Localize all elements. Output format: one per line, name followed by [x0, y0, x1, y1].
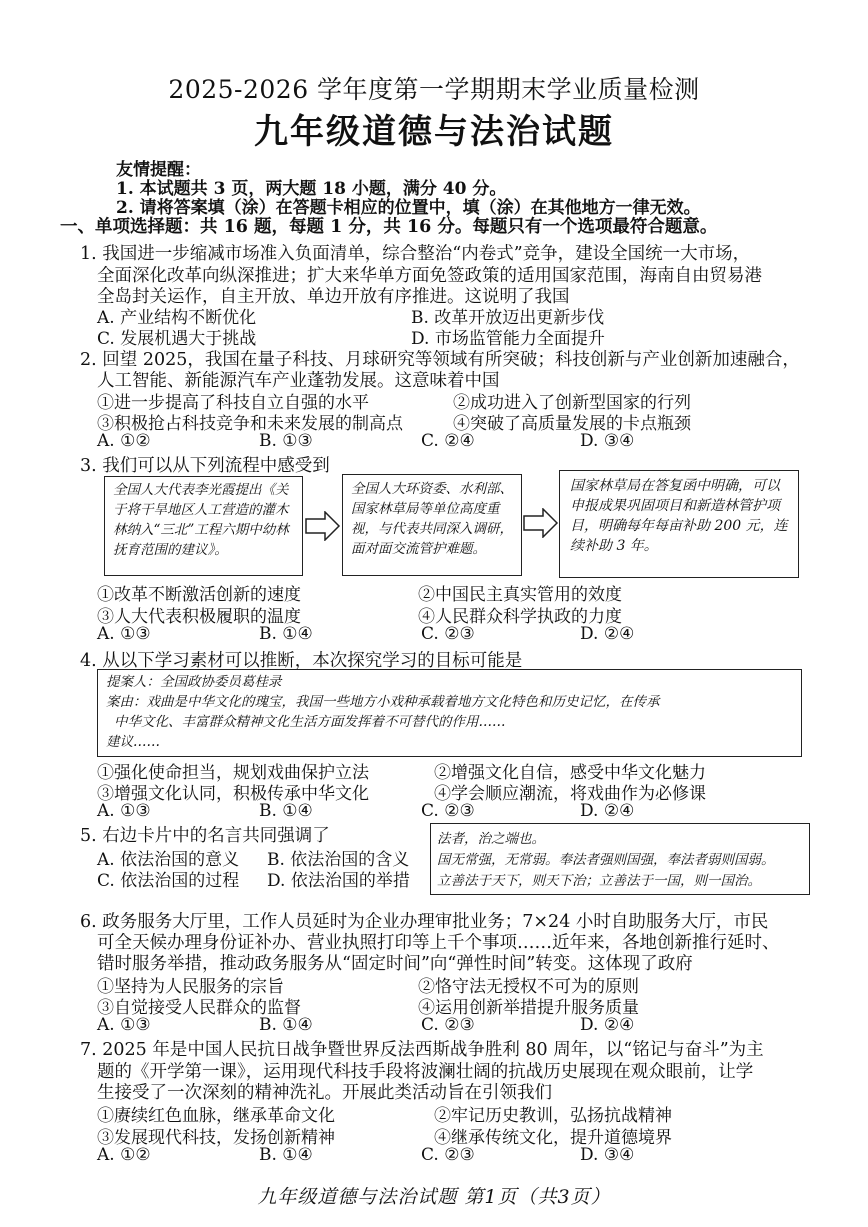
- q4-statement-2: ②增强文化自信，感受中华文化魅力: [434, 763, 706, 783]
- q3-option-a: A. ①③: [97, 624, 151, 644]
- q6-statement-3: ③自觉接受人民群众的监督: [97, 998, 301, 1018]
- q7-statement-1: ①赓续红色血脉，继承革命文化: [97, 1106, 335, 1126]
- q4-option-c: C. ②③: [421, 801, 475, 821]
- q3-statement-1: ①改革不断激活创新的速度: [97, 585, 301, 605]
- q4-stem-line-1: 4. 从以下学习素材可以推断，本次探究学习的目标可能是: [80, 651, 523, 671]
- q6-stem-line-2: 可全天候办理身份证补办、营业执照打印等上千个事项……近年来，各地创新推行延时、: [97, 933, 780, 953]
- q6-option-d: D. ②④: [580, 1015, 635, 1035]
- q2-stem-line-2: 人工智能、新能源汽车产业蓬勃发展。这意味着中国: [97, 371, 500, 391]
- q3-flow-box-1: [104, 476, 303, 576]
- q6-option-c: C. ②③: [421, 1015, 475, 1035]
- q3-option-c: C. ②③: [421, 624, 475, 644]
- q6-option-a: A. ①③: [97, 1015, 151, 1035]
- q5-stem-line-1: 5. 右边卡片中的名言共同强调了: [80, 826, 330, 846]
- q2-option-a: A. ①②: [97, 431, 151, 451]
- q5-quote-2: 国无常强，无常弱。奉法者强则国强，奉法者弱则国弱。: [437, 852, 775, 868]
- q2-stem-line-1: 2. 回望 2025，我国在量子科技、月球研究等领域有所突破；科技创新与产业创新加速融合，: [80, 350, 800, 370]
- section-heading: 一、单项选择题：共 16 题，每题 1 分，共 16 分。每题只有一个选项最符合题意。: [60, 217, 718, 237]
- q3-option-b: B. ①④: [259, 624, 313, 644]
- q3-flow-box-1-text: 全国人大代表李光霞提出《关于将干旱地区人工营造的灌木林纳入“三北”工程六期中幼林抚育范围的建议》。: [113, 482, 289, 558]
- q3-flow-box-2: [342, 474, 522, 576]
- q4-option-b: B. ①④: [259, 801, 313, 821]
- q7-stem-line-1: 7. 2025 年是中国人民抗日战争暨世界反法西斯战争胜利 80 周年，以“铭记与奋斗”为主: [80, 1040, 764, 1060]
- q7-statement-2: ②牢记历史教训，弘扬抗战精神: [434, 1106, 672, 1126]
- q5-option-a: A. 依法治国的意义: [97, 850, 240, 870]
- q1-option-b: B. 改革开放迈出更新步伐: [411, 308, 605, 328]
- tips-item-2: 2. 请将答案填（涂）在答题卡相应的位置中，填（涂）在其他地方一律无效。: [116, 198, 701, 218]
- tips-title: 友情提醒：: [116, 160, 201, 180]
- q1-stem-line-1: 1. 我国进一步缩减市场准入负面清单，综合整治“内卷式”竞争，建设全国统一大市场，: [80, 244, 751, 264]
- q3-statement-2: ②中国民主真实管用的效度: [418, 585, 622, 605]
- q2-statement-1: ①进一步提高了科技自立自强的水平: [97, 393, 369, 413]
- exam-header-term: 2025-2026 学年度第一学期期末学业质量检测: [168, 75, 700, 104]
- tips-item-1: 1. 本试题共 3 页，两大题 18 小题，满分 40 分。: [116, 179, 507, 199]
- q5-option-d: D. 依法治国的举措: [267, 871, 410, 891]
- q3-stem-line-1: 3. 我们可以从下列流程中感受到: [80, 456, 330, 476]
- q1-option-d: D. 市场监管能力全面提升: [411, 329, 605, 349]
- q7-option-d: D. ③④: [580, 1145, 635, 1165]
- q4-material-line-3: 中华文化、丰富群众精神文化生活方面发挥着不可替代的作用……: [114, 714, 506, 730]
- q5-quote-1: 法者，治之端也。: [437, 831, 545, 847]
- q4-statement-1: ①强化使命担当，规划戏曲保护立法: [97, 763, 369, 783]
- q6-option-b: B. ①④: [259, 1015, 313, 1035]
- q3-flow-box-3: [559, 470, 799, 578]
- q1-option-a: A. 产业结构不断优化: [97, 308, 257, 328]
- q6-stem-line-1: 6. 政务服务大厅里，工作人员延时为企业办理审批业务；7×24 小时自助服务大厅，市民: [80, 912, 769, 932]
- q4-option-d: D. ②④: [580, 801, 635, 821]
- q4-material-line-1: 提案人：全国政协委员葛桂录: [106, 674, 282, 690]
- q3-flow-arrow-2: [523, 508, 559, 538]
- q7-option-c: C. ②③: [421, 1145, 475, 1165]
- q4-statement-3: ③增强文化认同，积极传承中华文化: [97, 784, 369, 804]
- q4-option-a: A. ①③: [97, 801, 151, 821]
- q3-statement-4: ④人民群众科学执政的力度: [418, 607, 622, 627]
- q5-option-c: C. 依法治国的过程: [97, 871, 240, 891]
- q1-option-c: C. 发展机遇大于挑战: [97, 329, 257, 349]
- q7-stem-line-2: 题的《开学第一课》，运用现代科技手段将波澜壮阔的抗战历史展现在观众眼前，让学: [97, 1062, 754, 1082]
- q6-statement-4: ④运用创新举措提升服务质量: [418, 998, 639, 1018]
- q1-stem-line-3: 全岛封关运作，自主开放、单边开放有序推进。这说明了我国: [97, 287, 570, 307]
- q3-flow-box-2-text: 全国人大环资委、水利部、国家林草局等单位高度重视，与代表共同深入调研，面对面交流管护难题。: [351, 481, 513, 557]
- q1-stem-line-2: 全面深化改革向纵深推进；扩大来华单方面免签政策的适用国家范围，海南自由贸易港: [97, 266, 762, 286]
- q2-option-d: D. ③④: [580, 431, 635, 451]
- q2-statement-3: ③积极抢占科技竞争和未来发展的制高点: [97, 414, 403, 434]
- q5-quote-3: 立善法于天下，则天下治；立善法于一国，则一国治。: [437, 873, 761, 889]
- page-footer: 九年级道德与法治试题 第1页（共3页）: [257, 1186, 611, 1208]
- q6-statement-1: ①坚持为人民服务的宗旨: [97, 977, 284, 997]
- q5-quote-card: [430, 823, 810, 895]
- q5-option-b: B. 依法治国的含义: [267, 850, 410, 870]
- q3-statement-3: ③人大代表积极履职的温度: [97, 607, 301, 627]
- q4-material-box: [97, 669, 802, 757]
- q6-stem-line-3: 错时服务举措，推动政务服务从“固定时间”向“弹性时间”转变。这体现了政府: [97, 954, 693, 974]
- q3-flow-arrow-1: [305, 511, 341, 541]
- q3-option-d: D. ②④: [580, 624, 635, 644]
- q2-statement-2: ②成功进入了创新型国家的行列: [453, 393, 691, 413]
- q7-stem-line-3: 生接受了一次深刻的精神洗礼。开展此类活动旨在引领我们: [97, 1083, 552, 1103]
- q2-option-c: C. ②④: [421, 431, 475, 451]
- q2-statement-4: ④突破了高质量发展的卡点瓶颈: [453, 414, 691, 434]
- q4-material-line-4: 建议……: [106, 734, 160, 750]
- q7-option-a: A. ①②: [97, 1145, 151, 1165]
- q2-option-b: B. ①③: [259, 431, 313, 451]
- q7-option-b: B. ①④: [259, 1145, 313, 1165]
- q4-material-line-2: 案由：戏曲是中华文化的瑰宝，我国一些地方小戏种承载着地方文化特色和历史记忆，在传承: [106, 694, 660, 710]
- exam-title: 九年级道德与法治试题: [254, 112, 614, 152]
- q4-statement-4: ④学会顺应潮流，将戏曲作为必修课: [434, 784, 706, 804]
- q3-flow-box-3-text: 国家林草局在答复函中明确，可以申报成果巩固项目和新造林管护项目，明确每年每亩补助 200 元，连续补助 3 年。: [570, 478, 788, 554]
- q6-statement-2: ②恪守法无授权不可为的原则: [418, 977, 639, 997]
- q7-statement-3: ③发展现代科技，发扬创新精神: [97, 1128, 335, 1148]
- q7-statement-4: ④继承传统文化，提升道德境界: [434, 1128, 672, 1148]
